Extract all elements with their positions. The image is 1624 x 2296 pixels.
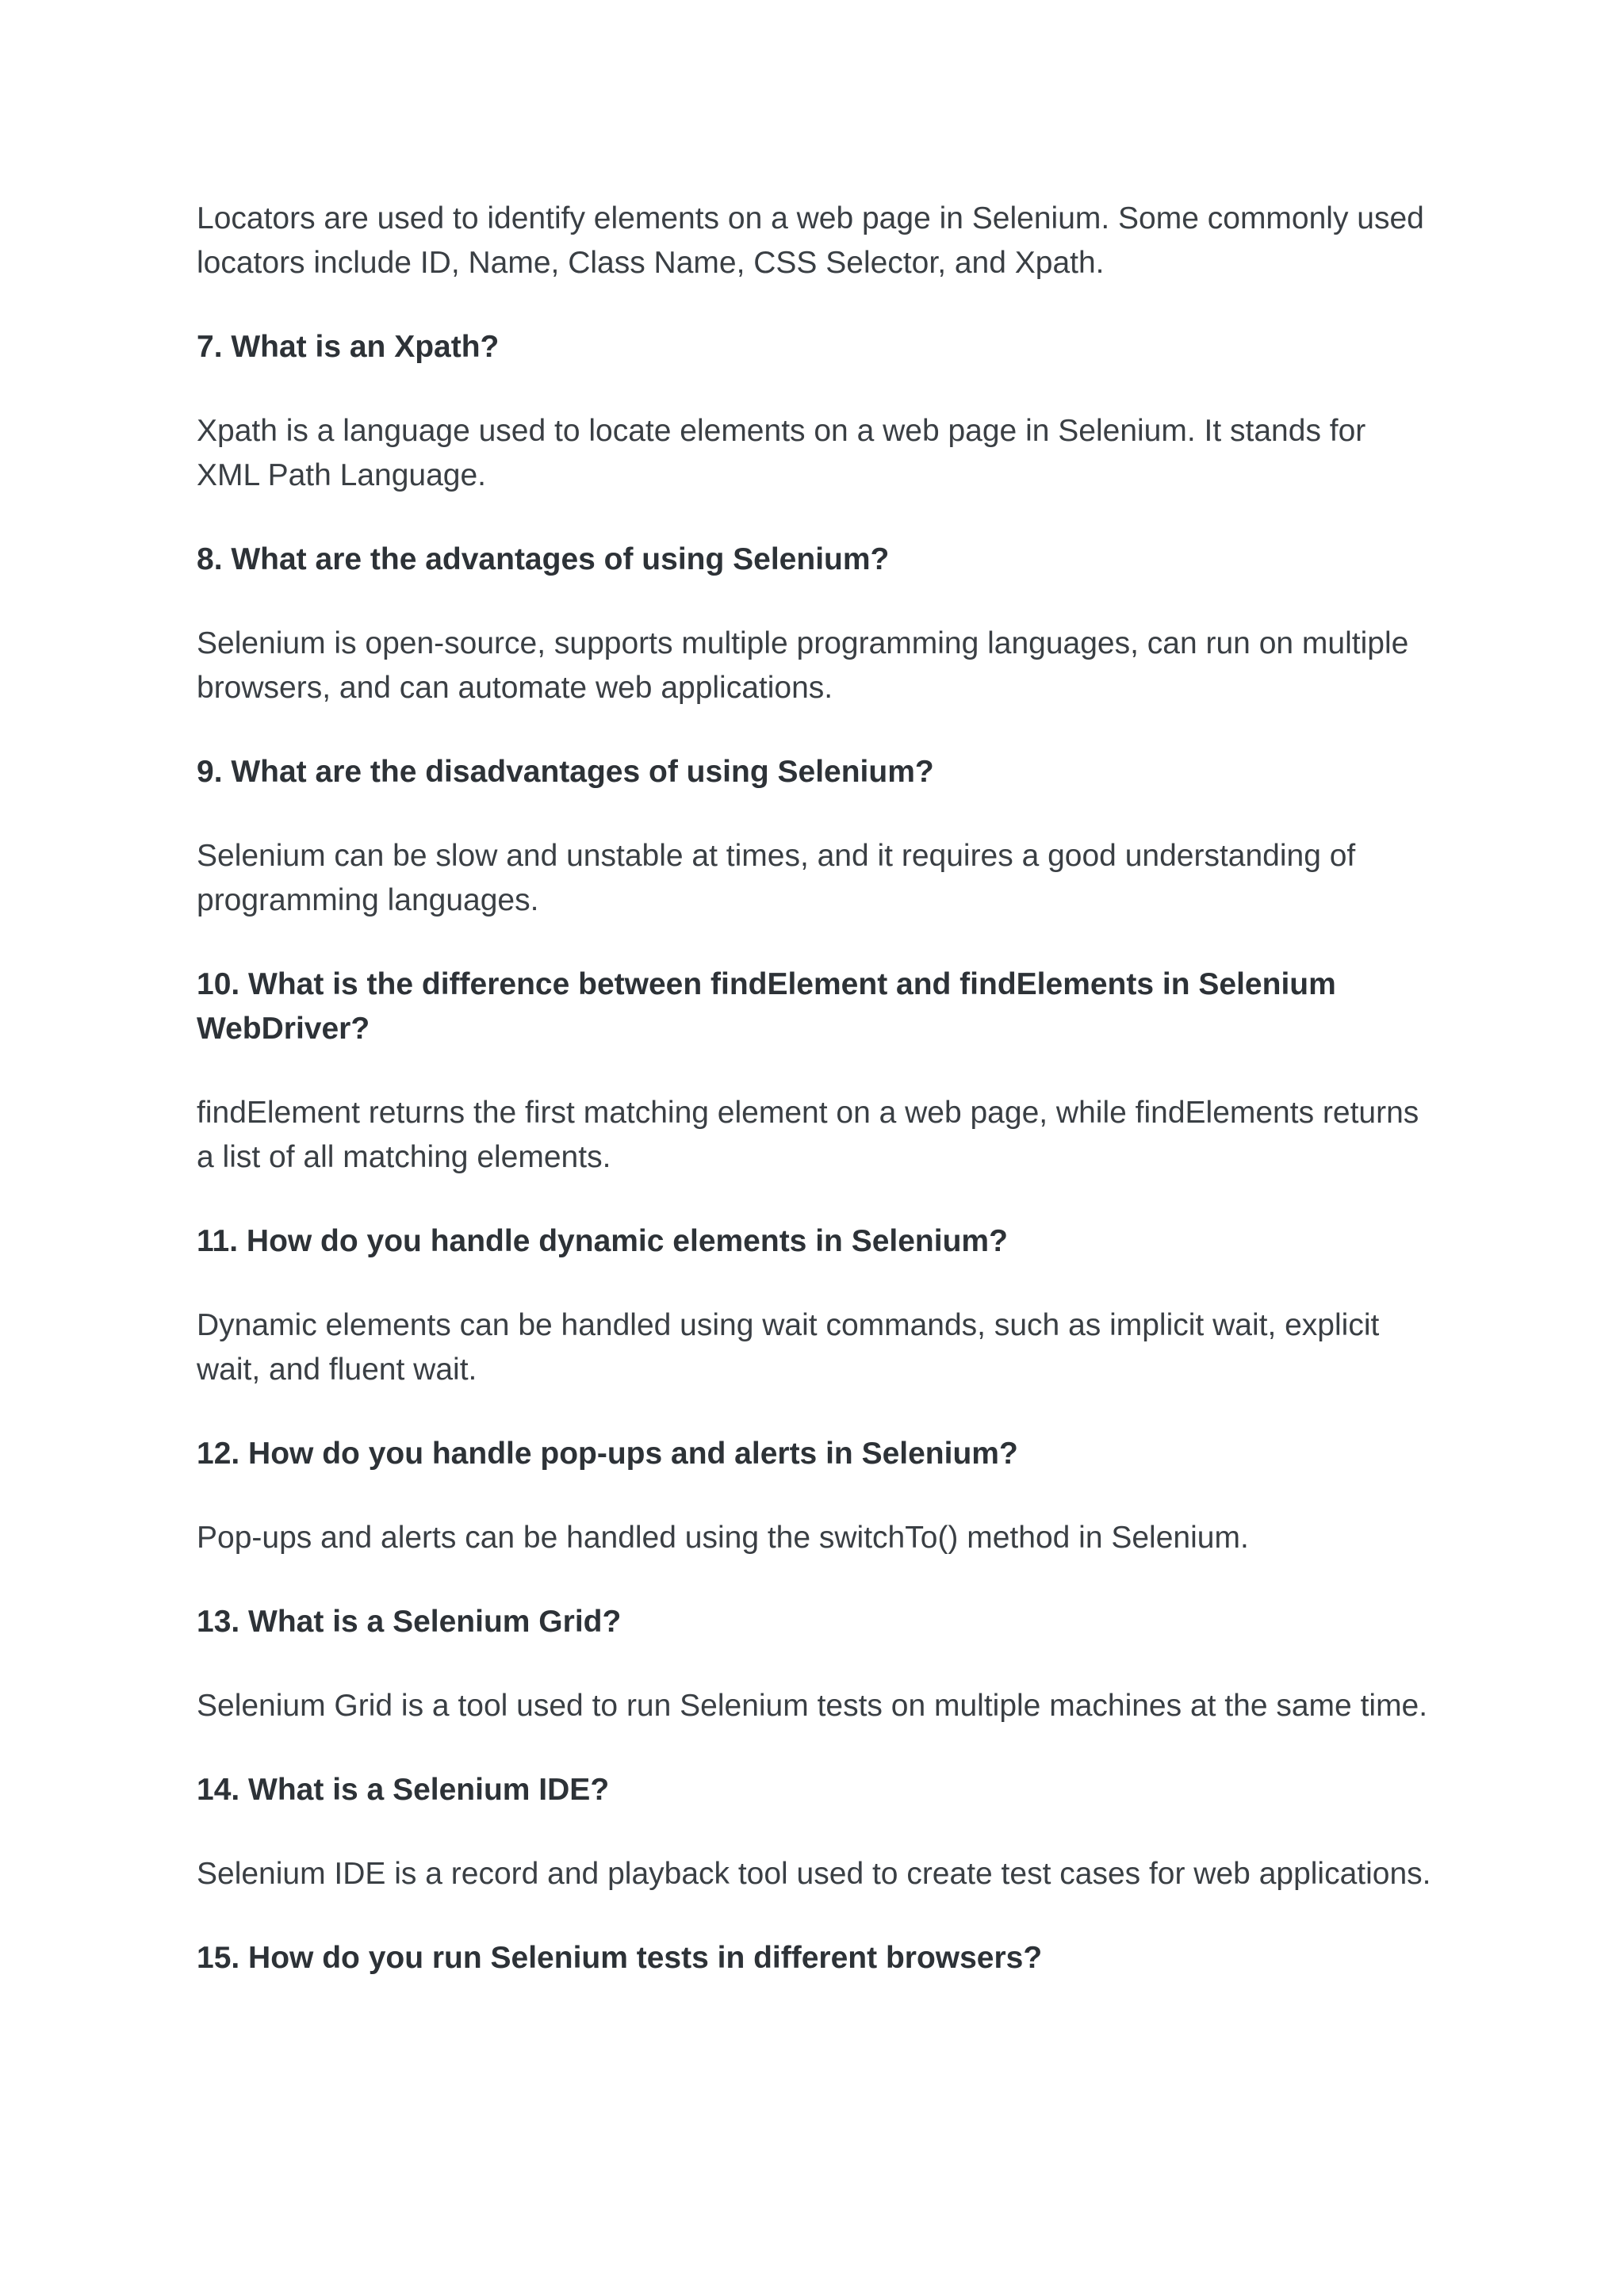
question-13-selenium-grid: 13. What is a Selenium Grid? [197,1605,622,1639]
answer-popups-alerts: Pop-ups and alerts can be handled using the switchTo() method in Selenium. [197,1521,1249,1555]
answer-findelement: findElement returns the first matching element on a web page, while findElements returns a list of all matching elements. [197,1096,1419,1174]
question-8-advantages: 8. What are the advantages of using Selenium? [197,542,890,576]
answer-dynamic-elements: Dynamic elements can be handled using wait commands, such as implicit wait, explicit wait, and fluent wait. [197,1308,1380,1387]
answer-advantages: Selenium is open-source, supports multiple programming languages, can run on multiple browsers, and can automate web applications. [197,626,1409,705]
answer-selenium-grid: Selenium Grid is a tool used to run Selenium tests on multiple machines at the same time. [197,1689,1428,1723]
question-12-popups-alerts: 12. How do you handle pop-ups and alerts in Selenium? [197,1437,1018,1471]
question-15-different-browsers: 15. How do you run Selenium tests in different browsers? [197,1941,1043,1975]
answer-selenium-ide: Selenium IDE is a record and playback tool used to create test cases for web applications. [197,1857,1431,1891]
question-7-xpath: 7. What is an Xpath? [197,330,500,364]
question-9-disadvantages: 9. What are the disadvantages of using Selenium? [197,755,934,789]
document-page [197,197,1434,2020]
answer-disadvantages: Selenium can be slow and unstable at times, and it requires a good understanding of programming languages. [197,839,1356,917]
answer-locators: Locators are used to identify elements on a web page in Selenium. Some commonly used locators include ID, Name, Class Name, CSS Selector, and Xpath. [197,201,1424,280]
answer-xpath: Xpath is a language used to locate elements on a web page in Selenium. It stands for XML Path Language. [197,414,1366,492]
question-10-findelement: 10. What is the difference between findElement and findElements in Selenium WebDriver? [197,967,1336,1046]
question-14-selenium-ide: 14. What is a Selenium IDE? [197,1773,610,1807]
question-11-dynamic-elements: 11. How do you handle dynamic elements in Selenium? [197,1224,1008,1258]
